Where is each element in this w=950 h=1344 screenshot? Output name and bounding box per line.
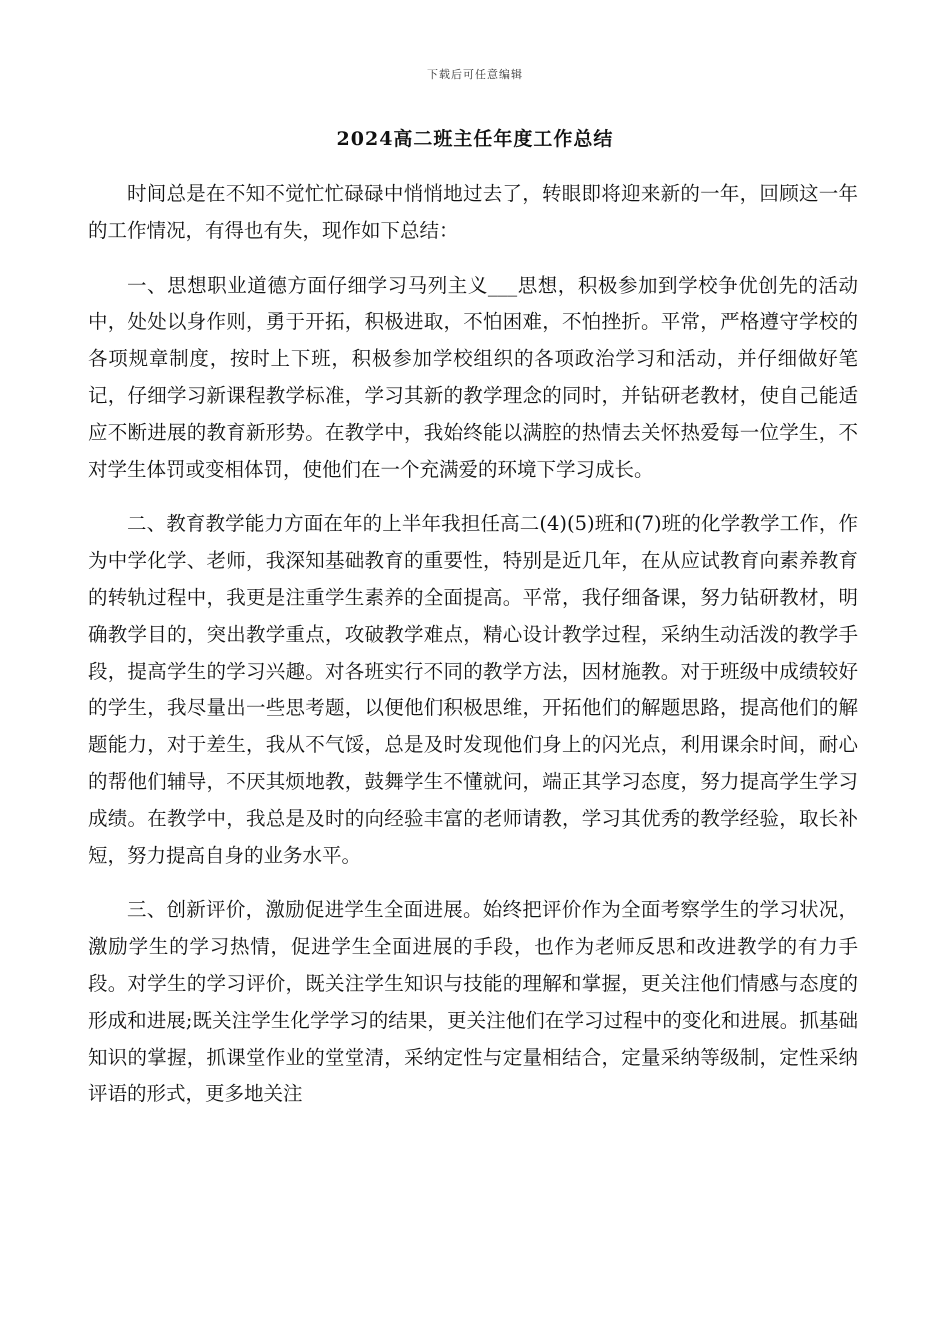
document-title: 2024高二班主任年度工作总结 xyxy=(336,128,614,150)
document-body xyxy=(88,176,858,1113)
paragraph-section-2: 二、教育教学能力方面在年的上半年我担任高二(4)(5)班和(7)班的化学教学工作，作为中学化学、老师，我深知基础教育的重要性，特别是近几年，在从应试教育向素养教育的转轨过程中，我更是注重学生素养的全面提高。平常，我仔细备课，努力钻研教材，明确教学目的，突出教学重点，攻破教学难点，精心设计教学过程，采纳生动活泼的教学手段，提高学生的学习兴趣。对各班实行不同的教学方法，因材施教。对于班级中成绩较好的学生，我尽量出一些思考题，以便他们积极思维，开拓他们的解题思路，提高他们的解题能力，对于差生，我从不气馁，总是及时发现他们身上的闪光点，利用课余时间，耐心的帮他们辅导，不厌其烦地教，鼓舞学生不懂就问，端正其学习态度，努力提高学生学习成绩。在教学中，我总是及时的向经验丰富的老师请教，学习其优秀的教学经验，取长补短，努力提高自身的业务水平。 xyxy=(88,512,858,867)
paragraph-intro: 时间总是在不知不觉忙忙碌碌中悄悄地过去了，转眼即将迎来新的一年，回顾这一年的工作情况，有得也有失，现作如下总结： xyxy=(88,182,858,242)
header-note: 下载后可任意编辑 xyxy=(427,68,523,81)
paragraph-section-1: 一、思想职业道德方面仔细学习马列主义___思想，积极参加到学校争优创先的活动中，处处以身作则，勇于开拓，积极进取，不怕困难，不怕挫折。平常，严格遵守学校的各项规章制度，按时上下班，积极参加学校组织的各项政治学习和活动，并仔细做好笔记，仔细学习新课程教学标准，学习其新的教学理念的同时，并钻研老教材，使自己能适应不断进展的教育新形势。在教学中，我始终能以满腔的热情去关怀热爱每一位学生，不对学生体罚或变相体罚，使他们在一个充满爱的环境下学习成长。 xyxy=(88,273,858,481)
paragraph-section-3: 三、创新评价，激励促进学生全面进展。始终把评价作为全面考察学生的学习状况，激励学生的学习热情，促进学生全面进展的手段，也作为老师反思和改进教学的有力手段。对学生的学习评价，既关注学生知识与技能的理解和掌握，更关注他们情感与态度的形成和进展;既关注学生化学学习的结果，更关注他们在学习过程中的变化和进展。抓基础知识的掌握，抓课堂作业的堂堂清，采纳定性与定量相结合，定量采纳等级制，定性采纳评语的形式，更多地关注 xyxy=(88,898,858,1106)
